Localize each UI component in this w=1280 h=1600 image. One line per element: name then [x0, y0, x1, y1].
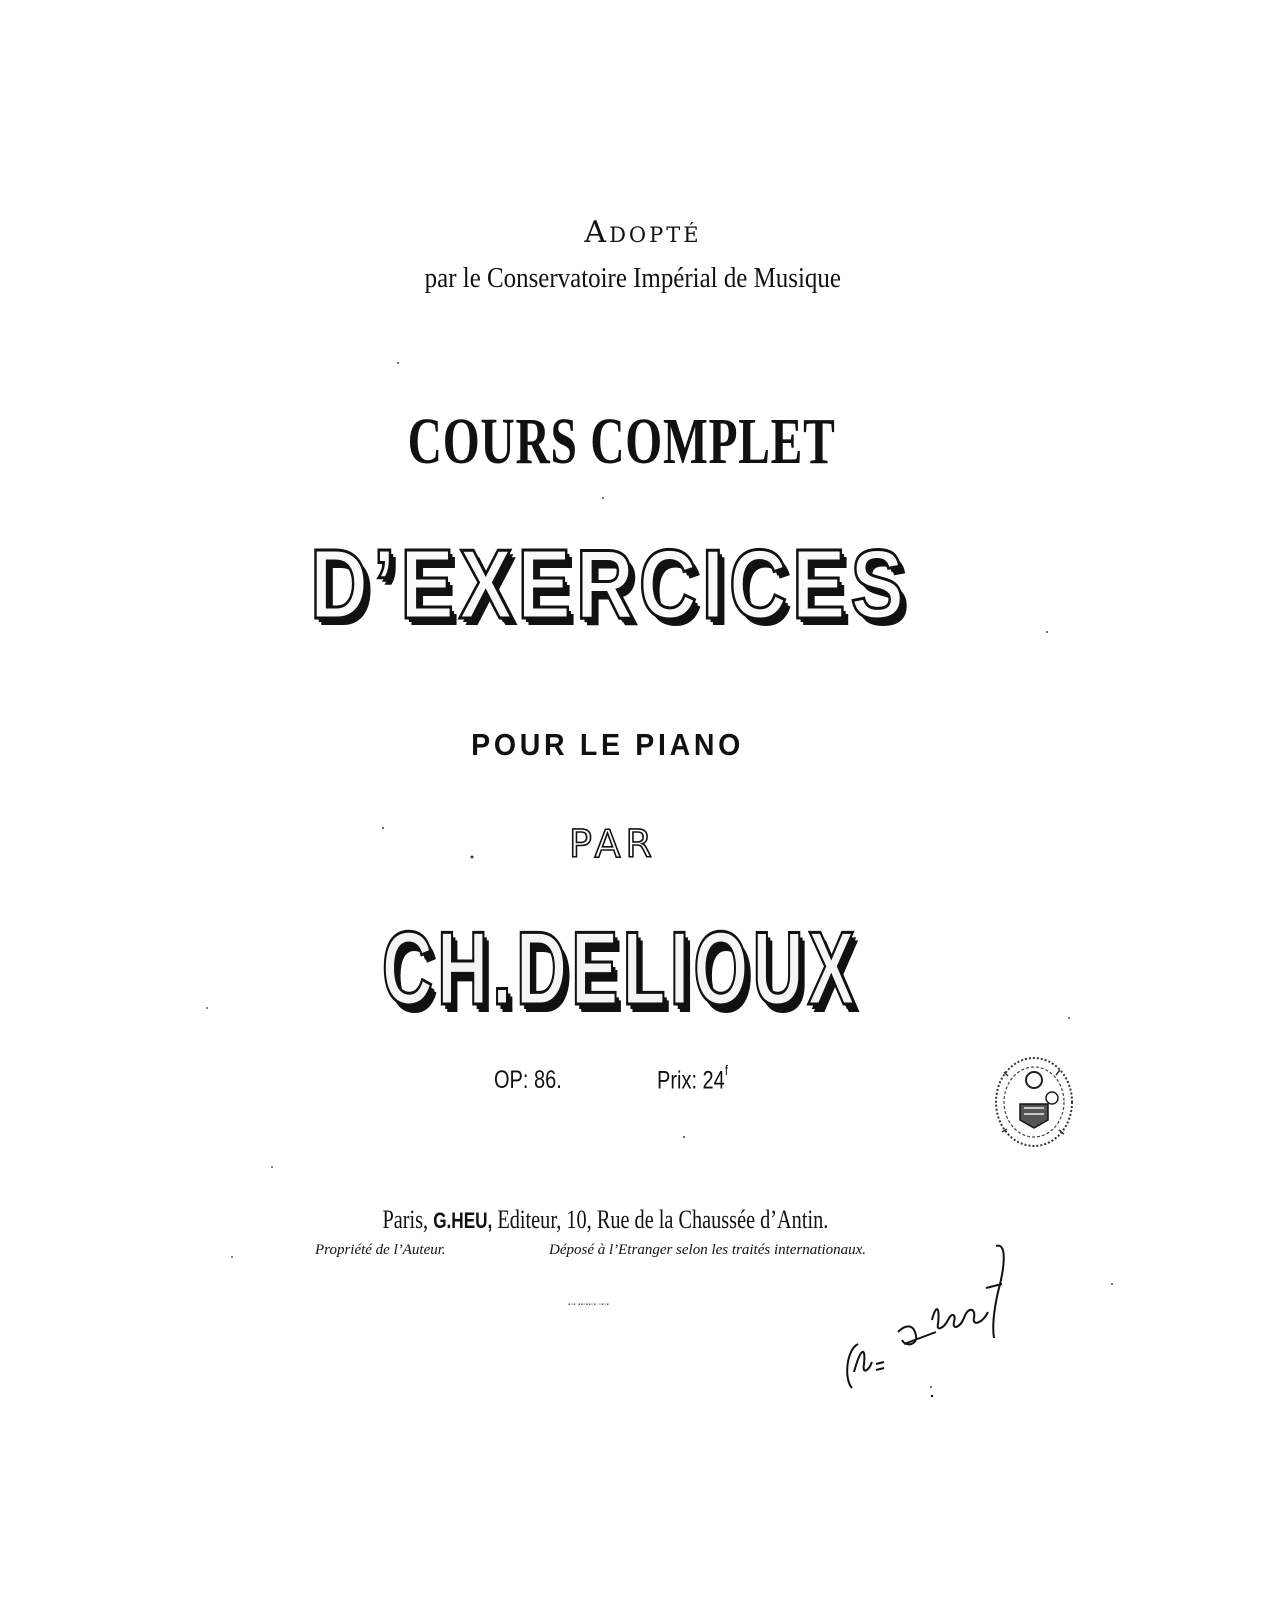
price: [657, 1062, 728, 1095]
adopted-heading: Adopté: [584, 215, 702, 250]
imprint-address: Editeur, 10, Rue de la Chaussée d’Antin.: [497, 1205, 829, 1234]
title-line-1: COURS COMPLET: [407, 405, 836, 478]
adopted-by-line: par le Conservatoire Impérial de Musique: [424, 262, 841, 294]
opus-number: OP: 86.: [494, 1066, 562, 1094]
publisher-imprint: [106, 1205, 1104, 1235]
by-line: PAR: [569, 822, 657, 866]
instrument-line: POUR LE PIANO: [471, 727, 745, 762]
deposit-notice: Déposé à l’Etranger selon les traités internationaux.: [549, 1242, 867, 1258]
price-unit: f: [724, 1062, 728, 1078]
property-notice: Propriété de l’Auteur.: [315, 1242, 446, 1258]
composer-name: CH.DELIOUX: [381, 911, 859, 1027]
imprint-city: Paris,: [382, 1205, 429, 1234]
price-label: Prix: 24: [657, 1066, 725, 1095]
library-stamp-icon: [990, 1052, 1080, 1152]
imprint-publisher: G.HEU,: [433, 1208, 493, 1233]
printer-mark: ▪▫▪ ▪▪▫▪▪▫▪ ▫▪▫▪: [568, 1302, 610, 1308]
title-line-2: D’EXERCICES: [310, 529, 910, 639]
composer-signature: [836, 1240, 1020, 1400]
